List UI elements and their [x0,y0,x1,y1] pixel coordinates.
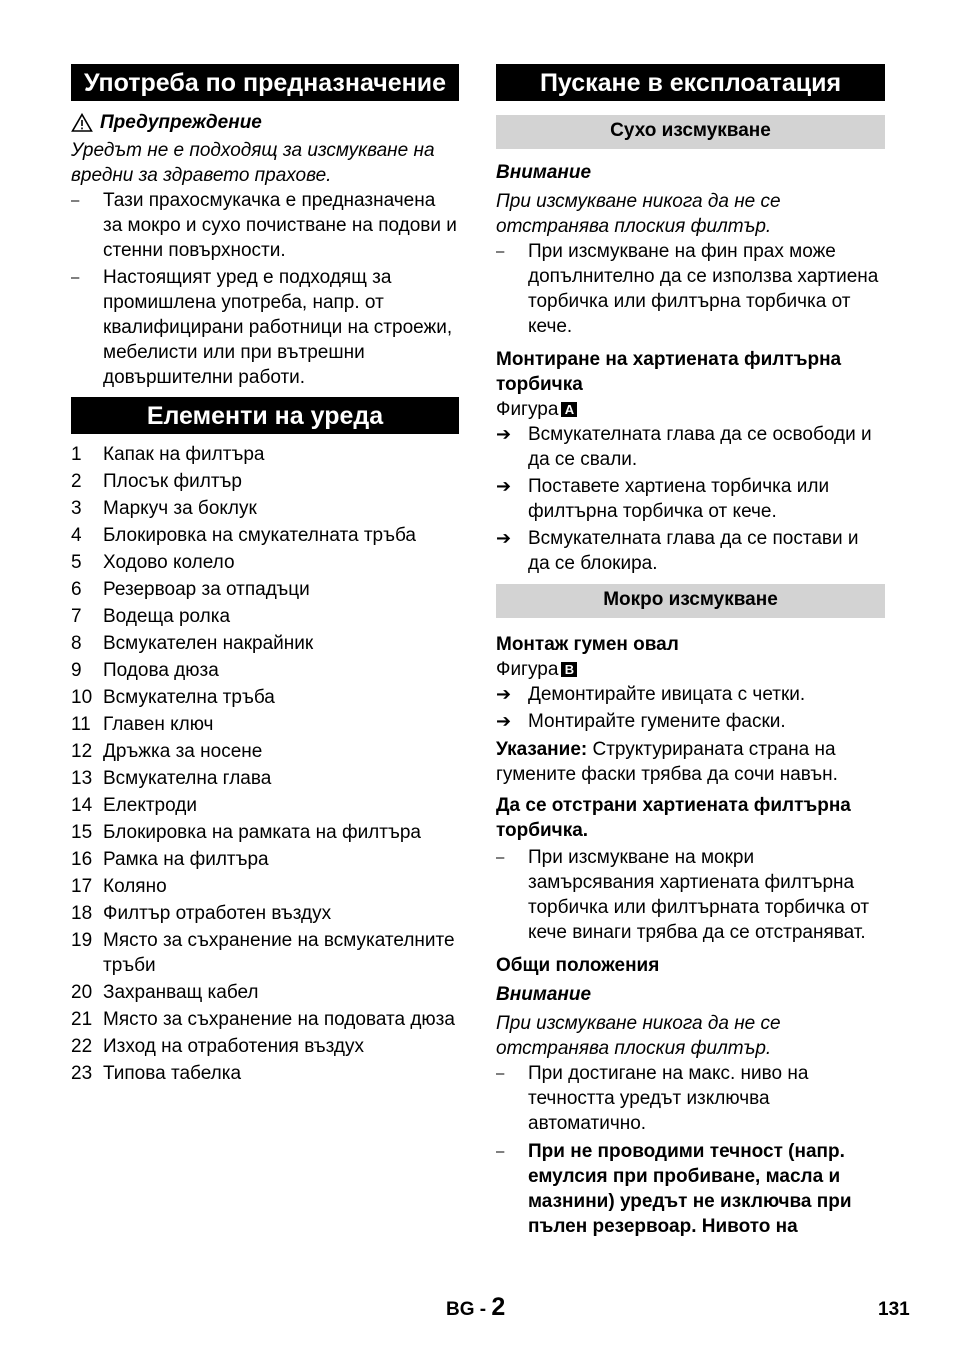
step-item [496,422,885,472]
list-item: – При изсмукване на фин прах може допълнително да се използва хартиена торбичка или филтърна торбичка от кече. [496,239,885,339]
element-label: Подова дюза [103,660,219,681]
element-label: Главен ключ [103,714,214,735]
note-text: Структурираната страна на гумените фаски трябва да сочи навън. [496,739,838,785]
list-item: – При изсмукване на мокри замърсявания хартиената филтърна торбичка или филтърната торбичка от кече винаги трябва да се отстраняват. [496,845,885,945]
element-number: 22 [71,1036,93,1057]
element-label: Плосък филтър [103,471,242,492]
element-list-item [71,712,459,737]
section-heading-start-up: Пускане в експлоатация [496,64,885,101]
element-list-item [71,442,459,467]
element-label: Резервоар за отпадъци [103,579,310,600]
arrow-right-icon: ➔ [496,528,512,548]
element-number: 8 [71,633,82,654]
element-label: Коляно [103,876,167,897]
step-text: Всмукателната глава да се освободи и да се свали. [528,424,872,470]
figure-label: Фигура [496,659,559,680]
step-text: Монтирайте гумените фаски. [528,711,786,732]
element-list-item [71,793,459,818]
attention-text: При изсмукване никога да не се отстранява плоския филтър. [496,1013,781,1059]
figure-b-badge: B [561,662,577,677]
element-list-item [71,901,459,926]
element-list-item [71,550,459,575]
element-label: Електроди [103,795,197,816]
left-column [71,64,459,1086]
list-item: – При достигане на макс. ниво на течността уредът изключва автоматично. [496,1061,885,1136]
warning-text: Уредът не е подходящ за изсмукване на вредни за здравето прахове. [71,140,435,186]
warning-title [71,110,459,135]
element-list-item [71,739,459,764]
element-list-item [71,1007,459,1032]
element-label: Блокировка на смукателната тръба [103,525,416,546]
element-label: Филтър отработен въздух [103,903,332,924]
section-heading-intended-use: Употреба по предназначение [71,64,459,101]
warning-title-text: Предупреждение [100,112,262,133]
element-number: 9 [71,660,82,681]
list-item-text: При не проводими течност (напр. емулсия при пробиване, масла и мазнини) уредът не изключва при пълен резервоар. Нивото на [528,1141,852,1237]
element-number: 17 [71,876,93,897]
figure-a-badge: A [561,402,577,417]
list-item: – Тази прахосмукачка е предназначена за мокро и сухо почистване на подови и стенни повърхности. [71,188,459,263]
section-heading-device-elements: Елементи на уреда [71,397,459,434]
list-item-text: При изсмукване на фин прах може допълнително да се използва хартиена торбичка или филтърна торбичка от кече. [528,241,879,337]
step-item [496,474,885,524]
warning-triangle-icon [71,113,93,132]
element-number: 2 [71,471,82,492]
step-item [496,709,885,734]
attention-label: Внимание [496,162,592,183]
element-list-item [71,496,459,521]
element-label: Ходово колело [103,552,235,573]
element-list-item [71,928,459,978]
element-number: 23 [71,1063,93,1084]
element-label: Място за съхранение на всмукателните тръби [103,930,455,976]
element-list-item [71,658,459,683]
element-list-item [71,469,459,494]
element-number: 20 [71,982,93,1003]
element-label: Рамка на филтъра [103,849,269,870]
element-number: 4 [71,525,82,546]
list-item: – При не проводими течност (напр. емулсия при пробиване, масла и мазнини) уредът не изключва при пълен резервоар. Нивото на [496,1139,885,1239]
element-number: 19 [71,930,93,951]
element-number: 14 [71,795,93,816]
element-label: Всмукателен накрайник [103,633,314,654]
note-label: Указание: [496,739,588,760]
arrow-right-icon: ➔ [496,684,512,704]
attention-label: Внимание [496,984,592,1005]
step-text: Всмукателната глава да се постави и да се блокира. [528,528,859,574]
element-number: 11 [71,714,91,735]
elements-list [71,442,459,1086]
general-title: Общи положения [496,955,660,976]
page-number: 131 [878,1299,910,1320]
figure-label: Фигура [496,399,559,420]
element-number: 7 [71,606,82,627]
mount-bag-title: Монтиране на хартиената филтърна торбичка [496,349,842,395]
element-list-item [71,1061,459,1086]
footer-local-page: 2 [491,1293,506,1321]
list-item-text: Настоящият уред е подходящ за промишлена употреба, напр. от квалифицирани работници на строежи, мебелисти или при вътрешни довършителни работи. [103,267,453,388]
element-number: 12 [71,741,93,762]
element-label: Дръжка за носене [103,741,263,762]
list-item-text: При изсмукване на мокри замърсявания хартиената филтърна торбичка или филтърната торбичка от кече винаги трябва да се отстраняват. [528,847,870,943]
element-label: Изход на отработения въздух [103,1036,364,1057]
element-number: 18 [71,903,93,924]
element-number: 1 [71,444,82,465]
element-list-item [71,604,459,629]
element-label: Място за съхранение на подовата дюза [103,1009,455,1030]
element-label: Всмукателна глава [103,768,272,789]
element-number: 13 [71,768,93,789]
element-list-item [71,631,459,656]
arrow-right-icon: ➔ [496,424,512,444]
element-list-item [71,577,459,602]
element-label: Капак на филтъра [103,444,265,465]
subheading-dry-vacuuming: Сухо изсмукване [496,115,885,149]
note-paragraph [496,737,885,787]
element-label: Типова табелка [103,1063,242,1084]
element-list-item [71,523,459,548]
element-label: Водеща ролка [103,606,231,627]
step-text: Демонтирайте ивицата с четки. [528,684,806,705]
element-label: Блокировка на рамката на филтъра [103,822,421,843]
list-item-text: Тази прахосмукачка е предназначена за мокро и сухо почистване на подови и стенни повърхности. [103,190,457,261]
figure-reference-a [496,397,885,422]
arrow-right-icon: ➔ [496,476,512,496]
list-item-text: При достигане на макс. ниво на течността уредът изключва автоматично. [528,1063,809,1134]
remove-bag-title: Да се отстрани хартиената филтърна торбичка. [496,795,851,841]
footer-lang: BG [446,1299,475,1320]
rubber-lip-title: Монтаж гумен овал [496,634,679,655]
element-list-item [71,847,459,872]
element-list-item [71,820,459,845]
step-item [496,526,885,576]
element-label: Всмукателна тръба [103,687,275,708]
footer-section-label [446,1295,505,1322]
element-label: Захранващ кабел [103,982,259,1003]
element-list-item [71,1034,459,1059]
arrow-right-icon: ➔ [496,711,512,731]
element-number: 21 [71,1009,93,1030]
step-item [496,682,885,707]
step-text: Поставете хартиена торбичка или филтърна торбичка от кече. [528,476,830,522]
element-number: 16 [71,849,93,870]
right-column [496,64,885,1239]
element-label: Маркуч за боклук [103,498,257,519]
element-number: 10 [71,687,93,708]
element-number: 5 [71,552,82,573]
attention-text: При изсмукване никога да не се отстранява плоския филтър. [496,191,781,237]
element-number: 15 [71,822,93,843]
element-list-item [71,685,459,710]
element-list-item [71,766,459,791]
subheading-wet-vacuuming: Мокро изсмукване [496,584,885,618]
element-list-item [71,980,459,1005]
figure-reference-b [496,657,885,682]
element-list-item [71,874,459,899]
list-item: – Настоящият уред е подходящ за промишлена употреба, напр. от квалифицирани работници на строежи, мебелисти или при вътрешни довършителни работи. [71,265,459,390]
element-number: 3 [71,498,82,519]
element-number: 6 [71,579,82,600]
footer-separator: - [474,1299,492,1320]
